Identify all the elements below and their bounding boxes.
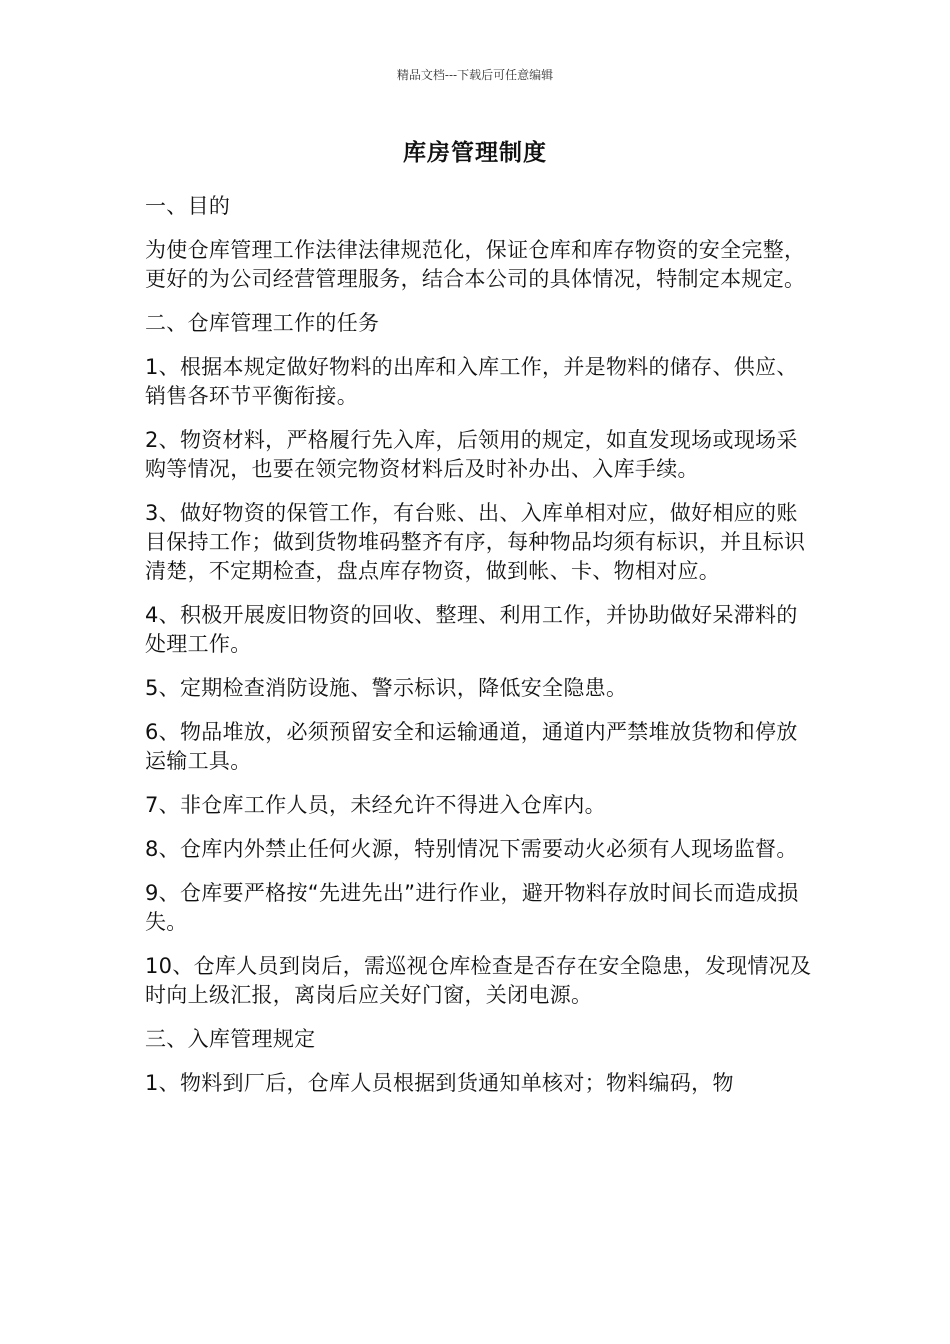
- task-item-7: 7、非仓库工作人员，未经允许不得进入仓库内。: [145, 793, 606, 817]
- inbound-item-1: 1、物料到厂后，仓库人员根据到货通知单核对；物料编码，物: [145, 1071, 734, 1095]
- task-item-1: 1、根据本规定做好物料的出库和入库工作，并是物料的储存、供应、销售各环节平衡衔接。: [145, 355, 798, 408]
- task-item-9: 9、仓库要严格按“先进先出”进行作业，避开物料存放时间长而造成损失。: [145, 881, 799, 934]
- document-title: 库房管理制度: [403, 139, 547, 166]
- section-heading-inbound: 三、入库管理规定: [145, 1027, 316, 1051]
- task-item-8: 8、仓库内外禁止任何火源，特别情况下需要动火必须有人现场监督。: [145, 837, 798, 861]
- document-body: [145, 192, 813, 1113]
- task-item-4: 4、积极开展废旧物资的回收、整理、利用工作，并协助做好呆滞料的处理工作。: [145, 603, 798, 656]
- task-item-5: 5、定期检查消防设施、警示标识，降低安全隐患。: [145, 676, 628, 700]
- section-heading-purpose: 一、目的: [145, 194, 231, 218]
- task-item-6: 6、物品堆放，必须预留安全和运输通道，通道内严禁堆放货物和停放运输工具。: [145, 720, 798, 773]
- section-heading-tasks: 二、仓库管理工作的任务: [145, 311, 380, 335]
- task-item-10: 10、仓库人员到岗后，需巡视仓库检查是否存在安全隐患，发现情况及时向上级汇报，离岗后应关好门窗，关闭电源。: [145, 954, 812, 1007]
- header-note: 精品文档---下载后可任意编辑: [396, 68, 554, 82]
- task-item-3: 3、做好物资的保管工作，有台账、出、入库单相对应，做好相应的账目保持工作；做到货物堆码整齐有序，每种物品均须有标识，并且标识清楚，不定期检查，盘点库存物资，做到帐、卡、物相对应。: [145, 501, 806, 583]
- task-item-2: 2、物资材料，严格履行先入库，后领用的规定，如直发现场或现场采购等情况，也要在领完物资材料后及时补办出、入库手续。: [145, 428, 798, 481]
- purpose-paragraph: 为使仓库管理工作法律法律规范化，保证仓库和库存物资的安全完整，更好的为公司经营管理服务，结合本公司的具体情况，特制定本规定。: [145, 238, 806, 291]
